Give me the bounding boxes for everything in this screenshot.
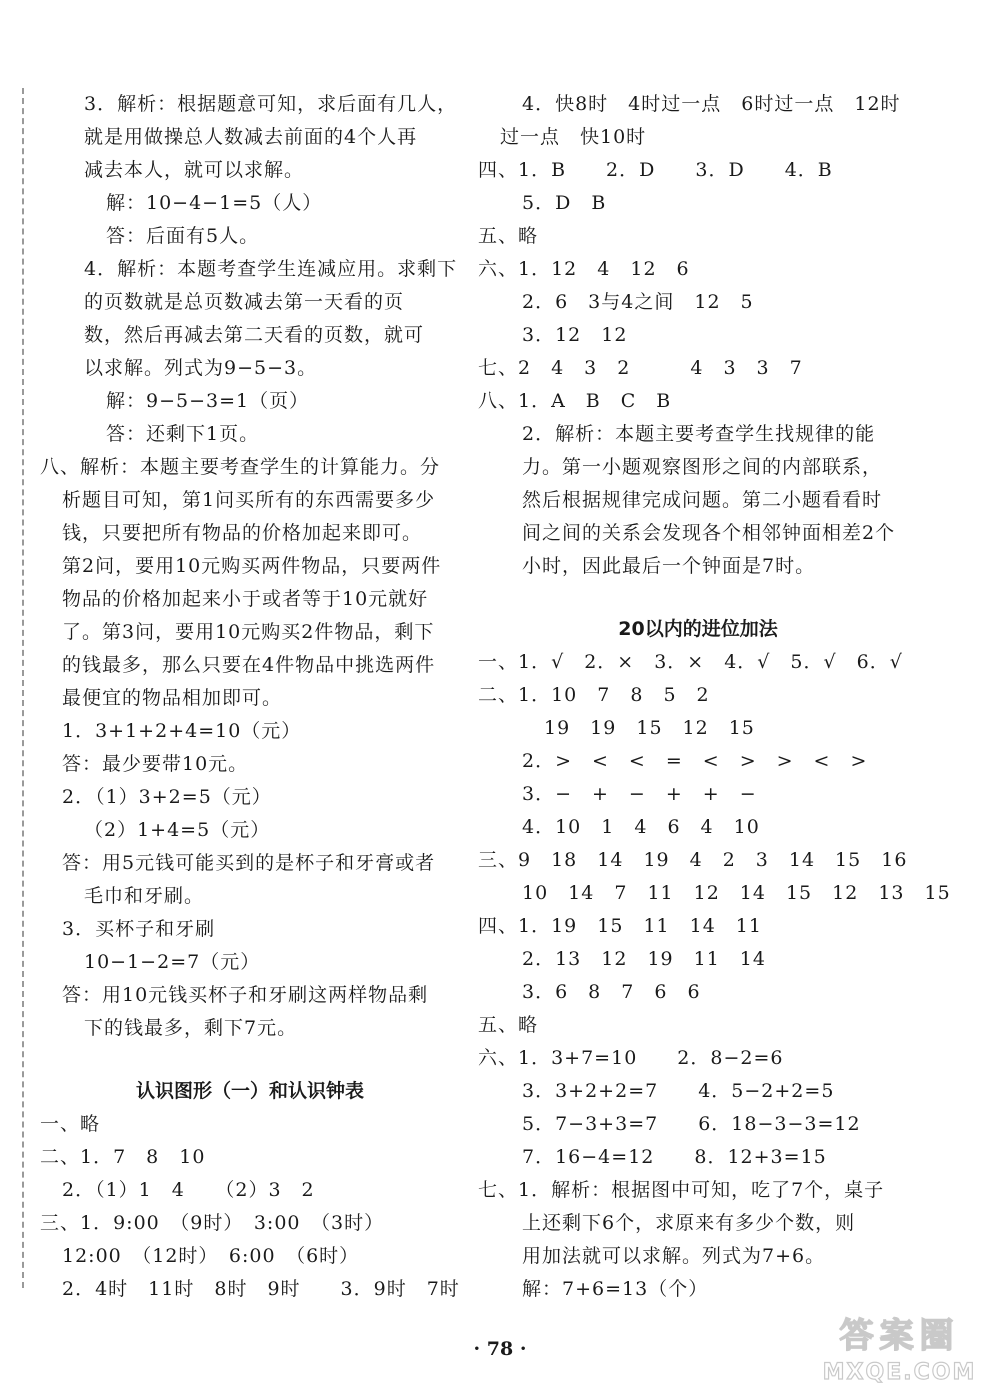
answer-line: 第2问，要用10元购买两件物品，只要两件: [62, 555, 442, 577]
answer-line: 下的钱最多，剩下7元。: [84, 1017, 298, 1039]
answer-line: 一、1．√ 2．× 3．× 4．√ 5．√ 6．√: [478, 651, 903, 673]
answer-line: 了。第3问，要用10元购买2件物品，剩下: [62, 621, 435, 643]
answer-line: 间之间的关系会发现各个相邻钟面相差2个: [522, 522, 896, 544]
answer-line: 四、1．19 15 11 14 11: [478, 915, 762, 937]
answer-line: 2．（1）1 4 （2）3 2: [62, 1179, 315, 1201]
answer-line: 数，然后再减去第二天看的页数，就可: [84, 324, 425, 346]
answer-line: 4．解析：本题考查学生连减应用。求剩下: [84, 258, 458, 280]
section-spacer: [40, 1045, 460, 1075]
answer-line: 析题目可知，第1问买所有的东西需要多少: [62, 489, 436, 511]
answer-line: 钱，只要把所有物品的价格加起来即可。: [62, 522, 423, 544]
answer-line: 八、1．A B C B: [478, 390, 672, 412]
answer-line: 解：10−4−1=5（人）: [106, 192, 323, 214]
answer-line: 六、1．3+7=10 2．8−2=6: [478, 1047, 784, 1069]
answer-line: 3．12 12: [522, 324, 628, 346]
answer-line: 然后根据规律完成问题。第二小题看看时: [522, 489, 883, 511]
answer-line: 3．6 8 7 6 6: [522, 981, 701, 1003]
answer-line: 2．> < < = < > > < >: [522, 750, 868, 772]
answer-line: 4．快8时 4时过一点 6时过一点 12时: [522, 93, 901, 115]
answer-line: 2．（1）3+2=5（元）: [62, 786, 272, 808]
answer-line: 用加法就可以求解。列式为7+6。: [522, 1245, 826, 1267]
answer-line: 5．7−3+3=7 6．18−3−3=12: [522, 1113, 861, 1135]
answer-line: 2．4时 11时 8时 9时 3．9时 7时: [62, 1278, 460, 1300]
answer-line: 12:00 （12时） 6:00 （6时）: [62, 1245, 360, 1267]
answer-line: 3．解析：根据题意可知，求后面有几人，: [84, 93, 458, 115]
answer-line: 物品的价格加起来小于或者等于10元就好: [62, 588, 429, 610]
section-title: 认识图形（一）和认识钟表: [135, 1080, 364, 1102]
answer-line: 解：7+6=13（个）: [522, 1278, 709, 1300]
answer-line: 2．13 12 19 11 14: [522, 948, 766, 970]
answer-line: 六、1．12 4 12 6: [478, 258, 690, 280]
answer-line: 10 14 7 11 12 14 15 12 13 15: [522, 882, 951, 904]
answer-line: 毛巾和牙刷。: [84, 885, 205, 907]
answer-line: 四、1．B 2．D 3．D 4．B: [478, 159, 833, 181]
answer-line: 过一点 快10时: [500, 126, 647, 148]
right-column: [478, 88, 951, 1306]
answer-line: 二、1．7 8 10: [40, 1146, 206, 1168]
answer-line: 小时，因此最后一个钟面是7时。: [522, 555, 816, 577]
answer-line: 七、1．解析：根据图中可知，吃了7个，桌子: [478, 1179, 885, 1201]
answer-line: 7．16−4=12 8．12+3=15: [522, 1146, 827, 1168]
answer-line: 2．解析：本题主要考查学生找规律的能: [522, 423, 876, 445]
section-spacer: [478, 583, 918, 613]
answer-line: 答：用5元钱可能买到的是杯子和牙膏或者: [62, 852, 436, 874]
page-number: · 78 ·: [473, 1338, 527, 1360]
answer-line: 五、略: [478, 1014, 539, 1036]
answer-line: 1．3+1+2+4=10（元）: [62, 720, 302, 742]
answer-line: 三、9 18 14 19 4 2 3 14 15 16: [478, 849, 908, 871]
answer-line: 答：后面有5人。: [106, 225, 260, 247]
answer-line: 七、2 4 3 2 4 3 3 7: [478, 357, 803, 379]
answer-line: 答：还剩下1页。: [106, 423, 260, 445]
watermark-logo-bottom: MXQE.COM: [822, 1360, 977, 1385]
answer-line: 力。第一小题观察图形之间的内部联系，: [522, 456, 883, 478]
binding-dashed-line: [22, 88, 24, 1288]
answer-line: 答：最少要带10元。: [62, 753, 249, 775]
answer-line: 19 19 15 12 15: [544, 717, 755, 739]
answer-line: 五、略: [478, 225, 539, 247]
answer-line: 解：9−5−3=1（页）: [106, 390, 310, 412]
answer-line: 3．− + − + + −: [522, 783, 757, 805]
answer-line: 就是用做操总人数减去前面的4个人再: [84, 126, 418, 148]
section-title: 20以内的进位加法: [618, 618, 778, 640]
answer-line: 10−1−2=7（元）: [84, 951, 261, 973]
answer-line: （2）1+4=5（元）: [84, 819, 271, 841]
answer-line: 二、1．10 7 8 5 2: [478, 684, 710, 706]
answer-line: 4．10 1 4 6 4 10: [522, 816, 760, 838]
answer-line: 最便宜的物品相加即可。: [62, 687, 283, 709]
answer-line: 以求解。列式为9−5−3。: [84, 357, 318, 379]
answer-line: 一、略: [40, 1113, 101, 1135]
answer-line: 2．6 3与4之间 12 5: [522, 291, 754, 313]
answer-line: 减去本人，就可以求解。: [84, 159, 305, 181]
answer-line: 的钱最多，那么只要在4件物品中挑选两件: [62, 654, 436, 676]
answer-line: 八、解析：本题主要考查学生的计算能力。分: [40, 456, 441, 478]
answer-line: 上还剩下6个，求原来有多少个数，则: [522, 1212, 856, 1234]
answer-line: 答：用10元钱买杯子和牙刷这两样物品剩: [62, 984, 429, 1006]
left-column: [40, 88, 460, 1306]
answer-line: 的页数就是总页数减去第一天看的页: [84, 291, 405, 313]
watermark-logo: [807, 1314, 992, 1394]
answer-line: 3．买杯子和牙刷: [62, 918, 216, 940]
watermark-logo-top: 答案圈: [839, 1316, 960, 1356]
answer-line: 三、1．9:00 （9时） 3:00 （3时）: [40, 1212, 385, 1234]
answer-line: 5．D B: [522, 192, 607, 214]
answer-line: 3．3+2+2=7 4．5−2+2=5: [522, 1080, 835, 1102]
